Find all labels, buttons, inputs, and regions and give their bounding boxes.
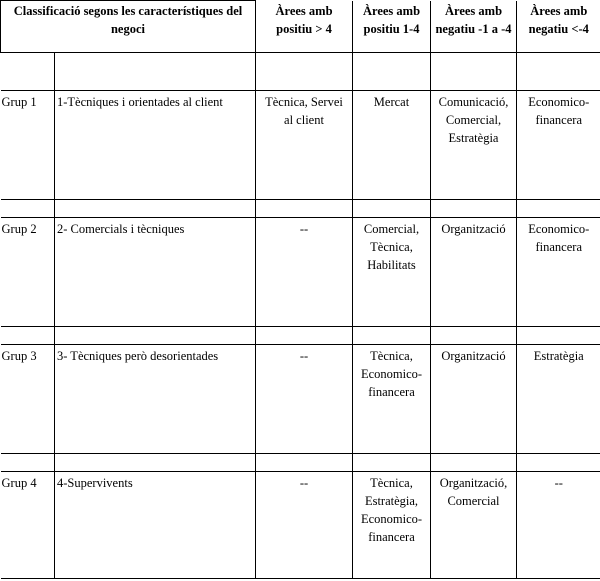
positive-gt4-value: -- bbox=[299, 222, 309, 236]
negative-lt4-value: Economico- financera bbox=[528, 222, 590, 254]
group-label: Grup 3 bbox=[1, 345, 55, 454]
empty-cell bbox=[1, 327, 55, 345]
group-label: Grup 4 bbox=[1, 472, 55, 579]
empty-cell bbox=[1, 200, 55, 218]
empty-cell bbox=[431, 327, 517, 345]
negative-lt4-cell bbox=[517, 345, 600, 454]
spacer-row bbox=[1, 454, 600, 472]
header-row bbox=[1, 1, 600, 53]
header-positive-gt4: Àrees amb positiu > 4 bbox=[256, 1, 353, 53]
spacer-row bbox=[1, 327, 600, 345]
positive-1-4-value: Tècnica, Economico- financera bbox=[360, 349, 423, 399]
empty-cell bbox=[431, 53, 517, 91]
empty-cell bbox=[1, 53, 55, 91]
empty-cell bbox=[55, 327, 256, 345]
negative-1-4-cell bbox=[431, 218, 517, 327]
empty-cell bbox=[517, 327, 600, 345]
group-label: Grup 2 bbox=[1, 218, 55, 327]
positive-1-4-value: Tècnica, Estratègia, Economico- financera bbox=[360, 476, 423, 544]
negative-1-4-cell bbox=[431, 91, 517, 200]
empty-cell bbox=[256, 200, 353, 218]
table-row-group-1 bbox=[1, 91, 600, 200]
empty-cell bbox=[55, 200, 256, 218]
positive-gt4-cell bbox=[256, 91, 353, 200]
negative-1-4-cell bbox=[431, 472, 517, 579]
group-description: 1-Tècniques i orientades al client bbox=[55, 91, 256, 200]
group-description: 2- Comercials i tècniques bbox=[55, 218, 256, 327]
empty-cell bbox=[517, 200, 600, 218]
empty-cell bbox=[353, 327, 431, 345]
negative-1-4-value: Organització, Comercial bbox=[439, 476, 508, 508]
negative-1-4-value: Organització bbox=[441, 222, 506, 236]
empty-cell bbox=[517, 53, 600, 91]
empty-cell bbox=[353, 53, 431, 91]
header-negative-1-4: Àrees amb negatiu -1 a -4 bbox=[431, 1, 517, 53]
negative-lt4-value: Estratègia bbox=[533, 349, 584, 363]
negative-1-4-cell bbox=[431, 345, 517, 454]
empty-cell bbox=[517, 454, 600, 472]
empty-cell bbox=[431, 200, 517, 218]
positive-gt4-cell bbox=[256, 472, 353, 579]
positive-gt4-value: Tècnica, Servei al client bbox=[265, 95, 343, 127]
negative-1-4-value: Organització bbox=[441, 349, 506, 363]
table-row-group-2 bbox=[1, 218, 600, 327]
empty-cell bbox=[353, 200, 431, 218]
positive-1-4-cell bbox=[353, 345, 431, 454]
negative-lt4-cell bbox=[517, 472, 600, 579]
positive-1-4-cell bbox=[353, 472, 431, 579]
empty-cell bbox=[55, 454, 256, 472]
positive-1-4-value: Mercat bbox=[373, 95, 410, 109]
empty-cell bbox=[431, 454, 517, 472]
positive-gt4-cell bbox=[256, 218, 353, 327]
group-label: Grup 1 bbox=[1, 91, 55, 200]
negative-lt4-cell bbox=[517, 218, 600, 327]
positive-gt4-value: -- bbox=[299, 476, 309, 490]
empty-cell bbox=[1, 454, 55, 472]
header-negative-lt4: Àrees amb negatiu <-4 bbox=[517, 1, 600, 53]
header-positive-1-4: Àrees amb positiu 1-4 bbox=[353, 1, 431, 53]
negative-1-4-value: Comunicació, Comercial, Estratègia bbox=[438, 95, 509, 145]
empty-cell bbox=[256, 327, 353, 345]
positive-gt4-value: -- bbox=[299, 349, 309, 363]
group-description: 4-Supervivents bbox=[55, 472, 256, 579]
spacer-row bbox=[1, 200, 600, 218]
table-row-group-4 bbox=[1, 472, 600, 579]
empty-cell bbox=[256, 454, 353, 472]
table-row-group-3 bbox=[1, 345, 600, 454]
spacer-row bbox=[1, 53, 600, 91]
group-description: 3- Tècniques però desorientades bbox=[55, 345, 256, 454]
empty-cell bbox=[55, 53, 256, 91]
negative-lt4-cell bbox=[517, 91, 600, 200]
empty-cell bbox=[353, 454, 431, 472]
positive-1-4-value: Comercial, Tècnica, Habilitats bbox=[363, 222, 420, 272]
negative-lt4-value: -- bbox=[554, 476, 563, 490]
negative-lt4-value: Economico- financera bbox=[528, 95, 590, 127]
positive-1-4-cell bbox=[353, 218, 431, 327]
positive-gt4-cell bbox=[256, 345, 353, 454]
empty-cell bbox=[256, 53, 353, 91]
positive-1-4-cell bbox=[353, 91, 431, 200]
header-classification: Classificació segons les característiques del negoci bbox=[1, 1, 256, 53]
